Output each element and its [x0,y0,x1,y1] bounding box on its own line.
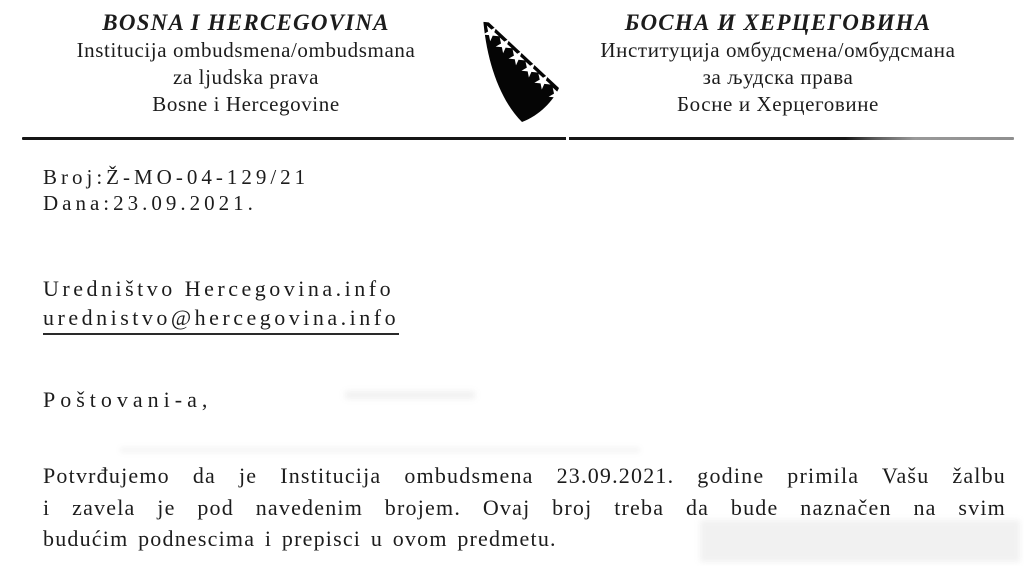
recipient-email: urednistvo@hercegovina.info [43,303,399,335]
bih-coat-of-arms-icon [477,9,565,125]
letterhead-cyrillic-title: БОСНА И ХЕРЦЕГОВИНА [624,10,932,35]
letterhead-latin-line: Institucija ombudsmena/ombudsmana [76,38,416,62]
letterhead-divider-gap [566,136,569,141]
letterhead-divider [22,137,1014,140]
body-line-1: Potvrđujemo da je Institucija ombudsmena 23.09.2021. godine primila Vašu žalbu [43,463,1006,488]
recipient-name: Uredništvo Hercegovina.info [43,276,395,301]
scan-artifact [345,391,475,399]
case-number-line: Broj:Ž-MO-04-129/21 [43,165,310,189]
letterhead-latin [45,9,447,118]
letterhead-cyrillic-line: Институција омбудсмена/омбудсмана [600,38,956,62]
salutation: Poštovani-a, [43,387,213,412]
date-line: Dana:23.09.2021. [43,191,257,215]
body-line-3: budućim podnescima i prepisci u ovom predmetu. [43,526,557,551]
reference-block [43,164,309,216]
letterhead-cyrillic-line: за људска права [702,65,854,89]
body-line-2: i zavela je pod navedenim brojem. Ovaj broj treba da bude naznačen na svim [43,494,1006,520]
scan-artifact [120,447,640,453]
body-paragraph [43,460,1006,555]
letterhead-latin-title: BOSNA I HERCEGOVINA [102,10,390,35]
recipient-block [43,274,399,335]
letterhead-cyrillic-line: Босне и Херцеговине [677,92,879,116]
letterhead-cyrillic [577,9,979,118]
letterhead-latin-line: za ljudska prava [172,65,320,89]
letterhead-latin-line: Bosne i Hercegovine [152,92,340,116]
